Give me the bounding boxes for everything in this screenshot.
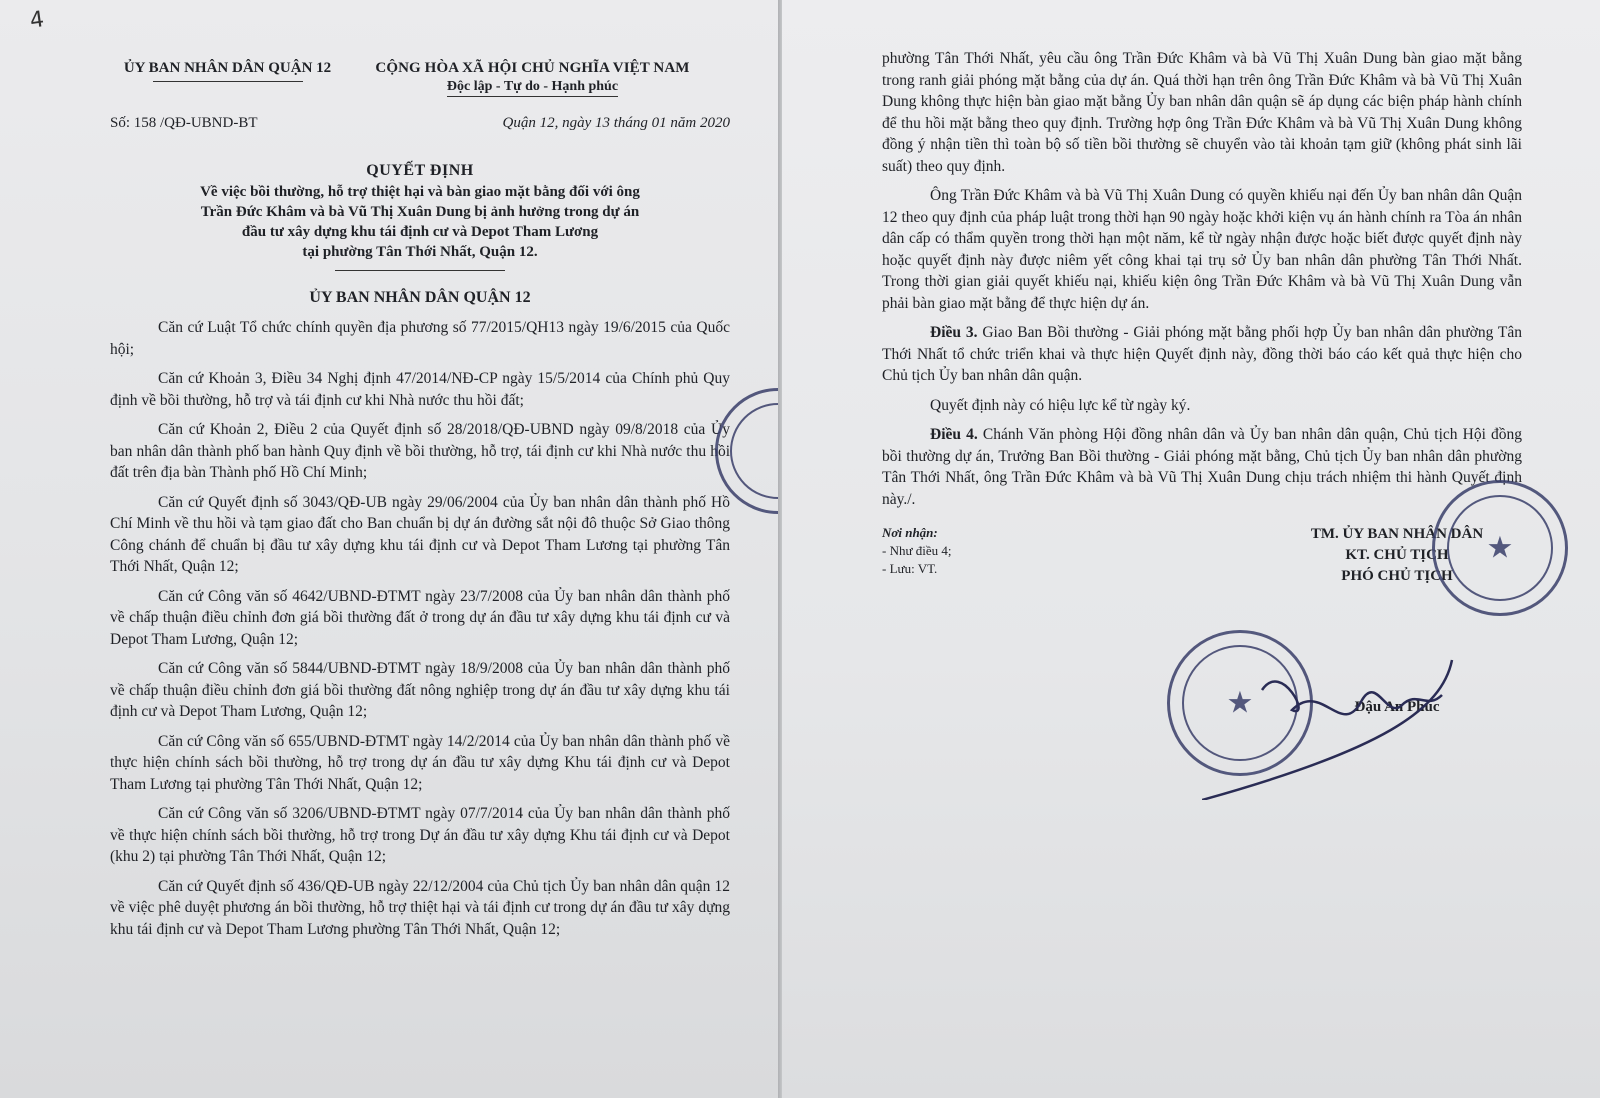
handwritten-signature <box>1202 650 1542 800</box>
left-page <box>0 0 778 1098</box>
seal-inner-ring <box>730 403 778 499</box>
document-number: Số: 158 /QĐ-UBND-BT <box>110 115 258 131</box>
legal-basis-paragraph: Căn cứ Công văn số 655/UBND-ĐTMT ngày 14/2/2014 của Ủy ban nhân dân thành phố về thực hiện chính sách bồi thường, hỗ trợ trong dự án đầu tư xây dựng Khu tái định cư và Depot Tham Lương tại phường Tân Thới Nhất, Quận 12; <box>110 732 730 793</box>
document-title: QUYẾT ĐỊNH <box>366 162 474 179</box>
recipient-item: - Lưu: VT. <box>882 561 938 576</box>
recipient-item: - Như điều 4; <box>882 543 952 558</box>
subject-line: Về việc bồi thường, hỗ trợ thiệt hại và bàn giao mặt bằng đối với ông <box>200 184 640 200</box>
article-3 <box>882 322 1522 387</box>
sign-line: TM. ỦY BAN NHÂN DÂN <box>1310 526 1484 542</box>
complaint-rights-paragraph: Ông Trần Đức Khâm và bà Vũ Thị Xuân Dung có quyền khiếu nại đến Ủy ban nhân dân Quận 12 theo quy định của pháp luật trong thời hạn 90 ngày hoặc khởi kiện vụ án hành chính ra Tòa án nhân dân cấp có thẩm quyền trong thời hạn một năm, kể từ ngày nhận được hoặc biết được quyết định này hoặc quyết định này được niêm yết công khai tại trụ sở Ủy ban nhân dân phường Tân Thới Nhất. Trong thời gian giải quyết khiếu nại, khiếu kiện ông Trần Đức Khâm và bà Vũ Thị Xuân Dung vẫn phải bàn giao mặt bằng để thực hiện dự án. <box>882 187 1522 312</box>
legal-basis-paragraph: Căn cứ Công văn số 4642/UBND-ĐTMT ngày 23/7/2008 của Ủy ban nhân dân thành phố về chấp thuận điều chỉnh đơn giá bồi thường đất ở trong dự án đầu tư xây dựng khu tái định cư và Depot Tham Lương, Quận 12; <box>110 587 730 648</box>
issuing-agency: ỦY BAN NHÂN DÂN QUẬN 12 <box>123 60 332 76</box>
continuation-paragraph: phường Tân Thới Nhất, yêu cầu ông Trần Đức Khâm và bà Vũ Thị Xuân Dung bàn giao mặt bằng trong ranh giải phóng mặt bằng của dự án. Quá thời hạn trên ông Trần Đức Khâm và bà Vũ Thị Xuân Dung không thực hiện bàn giao mặt bằng Ủy ban nhân dân quận sẽ áp dụng các biện pháp hành chính để thu hồi mặt bằng theo quy định. Trường hợp ông Trần Đức Khâm và bà Vũ Thị Xuân Dung không đồng ý nhận tiền thì toàn bộ số tiền bồi thường sẽ chuyển vào tài khoản tạm giữ (không phát sinh lãi suất) theo quy định. <box>882 50 1522 175</box>
meta-row <box>110 115 730 132</box>
article-4 <box>882 424 1522 510</box>
legal-basis-list <box>110 317 730 940</box>
subject-line: tại phường Tân Thới Nhất, Quận 12. <box>302 244 538 260</box>
legal-basis-paragraph: Căn cứ Khoản 2, Điều 2 của Quyết định số 28/2018/QĐ-UBND ngày 09/8/2018 của Ủy ban nhân dân thành phố ban hành Quy định về bồi thường, hỗ trợ, tái định cư khi Nhà nước thu hồi đất trên địa bàn Thành phố Hồ Chí Minh; <box>110 421 730 481</box>
agency-underline <box>153 81 303 82</box>
sign-line: PHÓ CHỦ TỊCH <box>1341 568 1453 584</box>
national-motto: Độc lập - Tự do - Hạnh phúc <box>447 79 618 97</box>
subject-line: Trần Đức Khâm và bà Vũ Thị Xuân Dung bị ảnh hưởng trong dự án <box>200 204 640 220</box>
sign-line: KT. CHỦ TỊCH <box>1345 547 1449 563</box>
article-3-text: Giao Ban Bồi thường - Giải phóng mặt bằng phối hợp Ủy ban nhân dân phường Tân Thới Nhất tổ chức triển khai và thực hiện Quyết định này, đồng thời báo cáo kết quả thực hiện cho Chủ tịch Ủy ban nhân dân quận. <box>882 324 1523 384</box>
subject-underline <box>335 270 505 271</box>
corner-mark: 4 <box>28 7 46 34</box>
article-4-text: Chánh Văn phòng Hội đồng nhân dân và Ủy ban nhân dân quận, Chủ tịch Hội đồng bồi thường dự án, Trưởng Ban Bồi thường - Giải phóng mặt bằng, Chủ tịch Ủy ban nhân dân phường Tân Thới Nhất, ông Trần Đức Khâm và bà Vũ Thị Xuân Dung chịu trách nhiệm thi hành Quyết định này./. <box>882 426 1523 508</box>
star-emblem-icon: ★ <box>1226 685 1254 721</box>
recipients-heading: Nơi nhận: <box>882 525 938 540</box>
star-emblem-icon: ★ <box>1486 530 1514 566</box>
legal-basis-paragraph: Căn cứ Công văn số 3206/UBND-ĐTMT ngày 07/7/2014 của Ủy ban nhân dân thành phố về thực hiện chính sách bồi thường, hỗ trợ trong Dự án đầu tư xây dựng Khu tái định cư và Depot (khu 2) tại phường Tân Thới Nhất, Quận 12; <box>110 805 730 865</box>
document-subject <box>110 182 730 262</box>
article-3-label: Điều 3. <box>930 324 978 341</box>
subject-line: đầu tư xây dựng khu tái định cư và Depot Tham Lương <box>241 224 599 240</box>
national-block <box>355 60 710 97</box>
legal-basis-paragraph: Căn cứ Quyết định số 436/QĐ-UB ngày 22/12/2004 của Chủ tịch Ủy ban nhân dân quận 12 về việc phê duyệt phương án bồi thường, hỗ trợ thiệt hại và tái định cư trong dự án đầu tư xây dựng khu tái định cư và Depot Tham Lương phường Tân Thới Nhất, Quận 12; <box>110 877 730 938</box>
signer-name: Đậu An Phúc <box>1354 699 1440 715</box>
country-name: CỘNG HÒA XÃ HỘI CHỦ NGHĨA VIỆT NAM <box>375 60 690 76</box>
legal-basis-paragraph: Căn cứ Quyết định số 3043/QĐ-UB ngày 29/06/2004 của Ủy ban nhân dân thành phố Hồ Chí Minh về thu hồi và tạm giao đất cho Ban chuẩn bị dự án đường sắt nội đô thuộc Sở Giao thông Công chánh để chuẩn bị đầu tư xây dựng khu tái định cư và Depot Tham Lương tại phường Tân Thới Nhất, Quận 12; <box>110 493 730 575</box>
effective-clause: Quyết định này có hiệu lực kể từ ngày ký. <box>930 396 1191 414</box>
document-date: Quận 12, ngày 13 tháng 01 năm 2020 <box>502 115 730 131</box>
official-seal-secondary <box>1432 480 1568 616</box>
right-page <box>782 0 1600 1098</box>
legal-basis-paragraph: Căn cứ Công văn số 5844/UBND-ĐTMT ngày 18/9/2008 của Ủy ban nhân dân thành phố về chấp thuận điều chỉnh đơn giá bồi thường đất nông nghiệp trong dự án đầu tư xây dựng khu tái định cư và Depot Tham Lương, Quận 12; <box>110 660 730 720</box>
agency-block <box>110 60 345 97</box>
article-4-label: Điều 4. <box>930 426 978 443</box>
document-header <box>110 60 710 97</box>
recipients-block <box>882 524 952 718</box>
issuing-authority: ỦY BAN NHÂN DÂN QUẬN 12 <box>309 289 531 306</box>
legal-basis-paragraph: Căn cứ Khoản 3, Điều 34 Nghị định 47/2014/NĐ-CP ngày 15/5/2014 của Chính phủ Quy định về bồi thường, hỗ trợ và tái định cư khi Nhà nước thu hồi đất; <box>110 370 730 409</box>
legal-basis-paragraph: Căn cứ Luật Tổ chức chính quyền địa phương số 77/2015/QH13 ngày 19/6/2015 của Quốc hội; <box>110 319 730 358</box>
